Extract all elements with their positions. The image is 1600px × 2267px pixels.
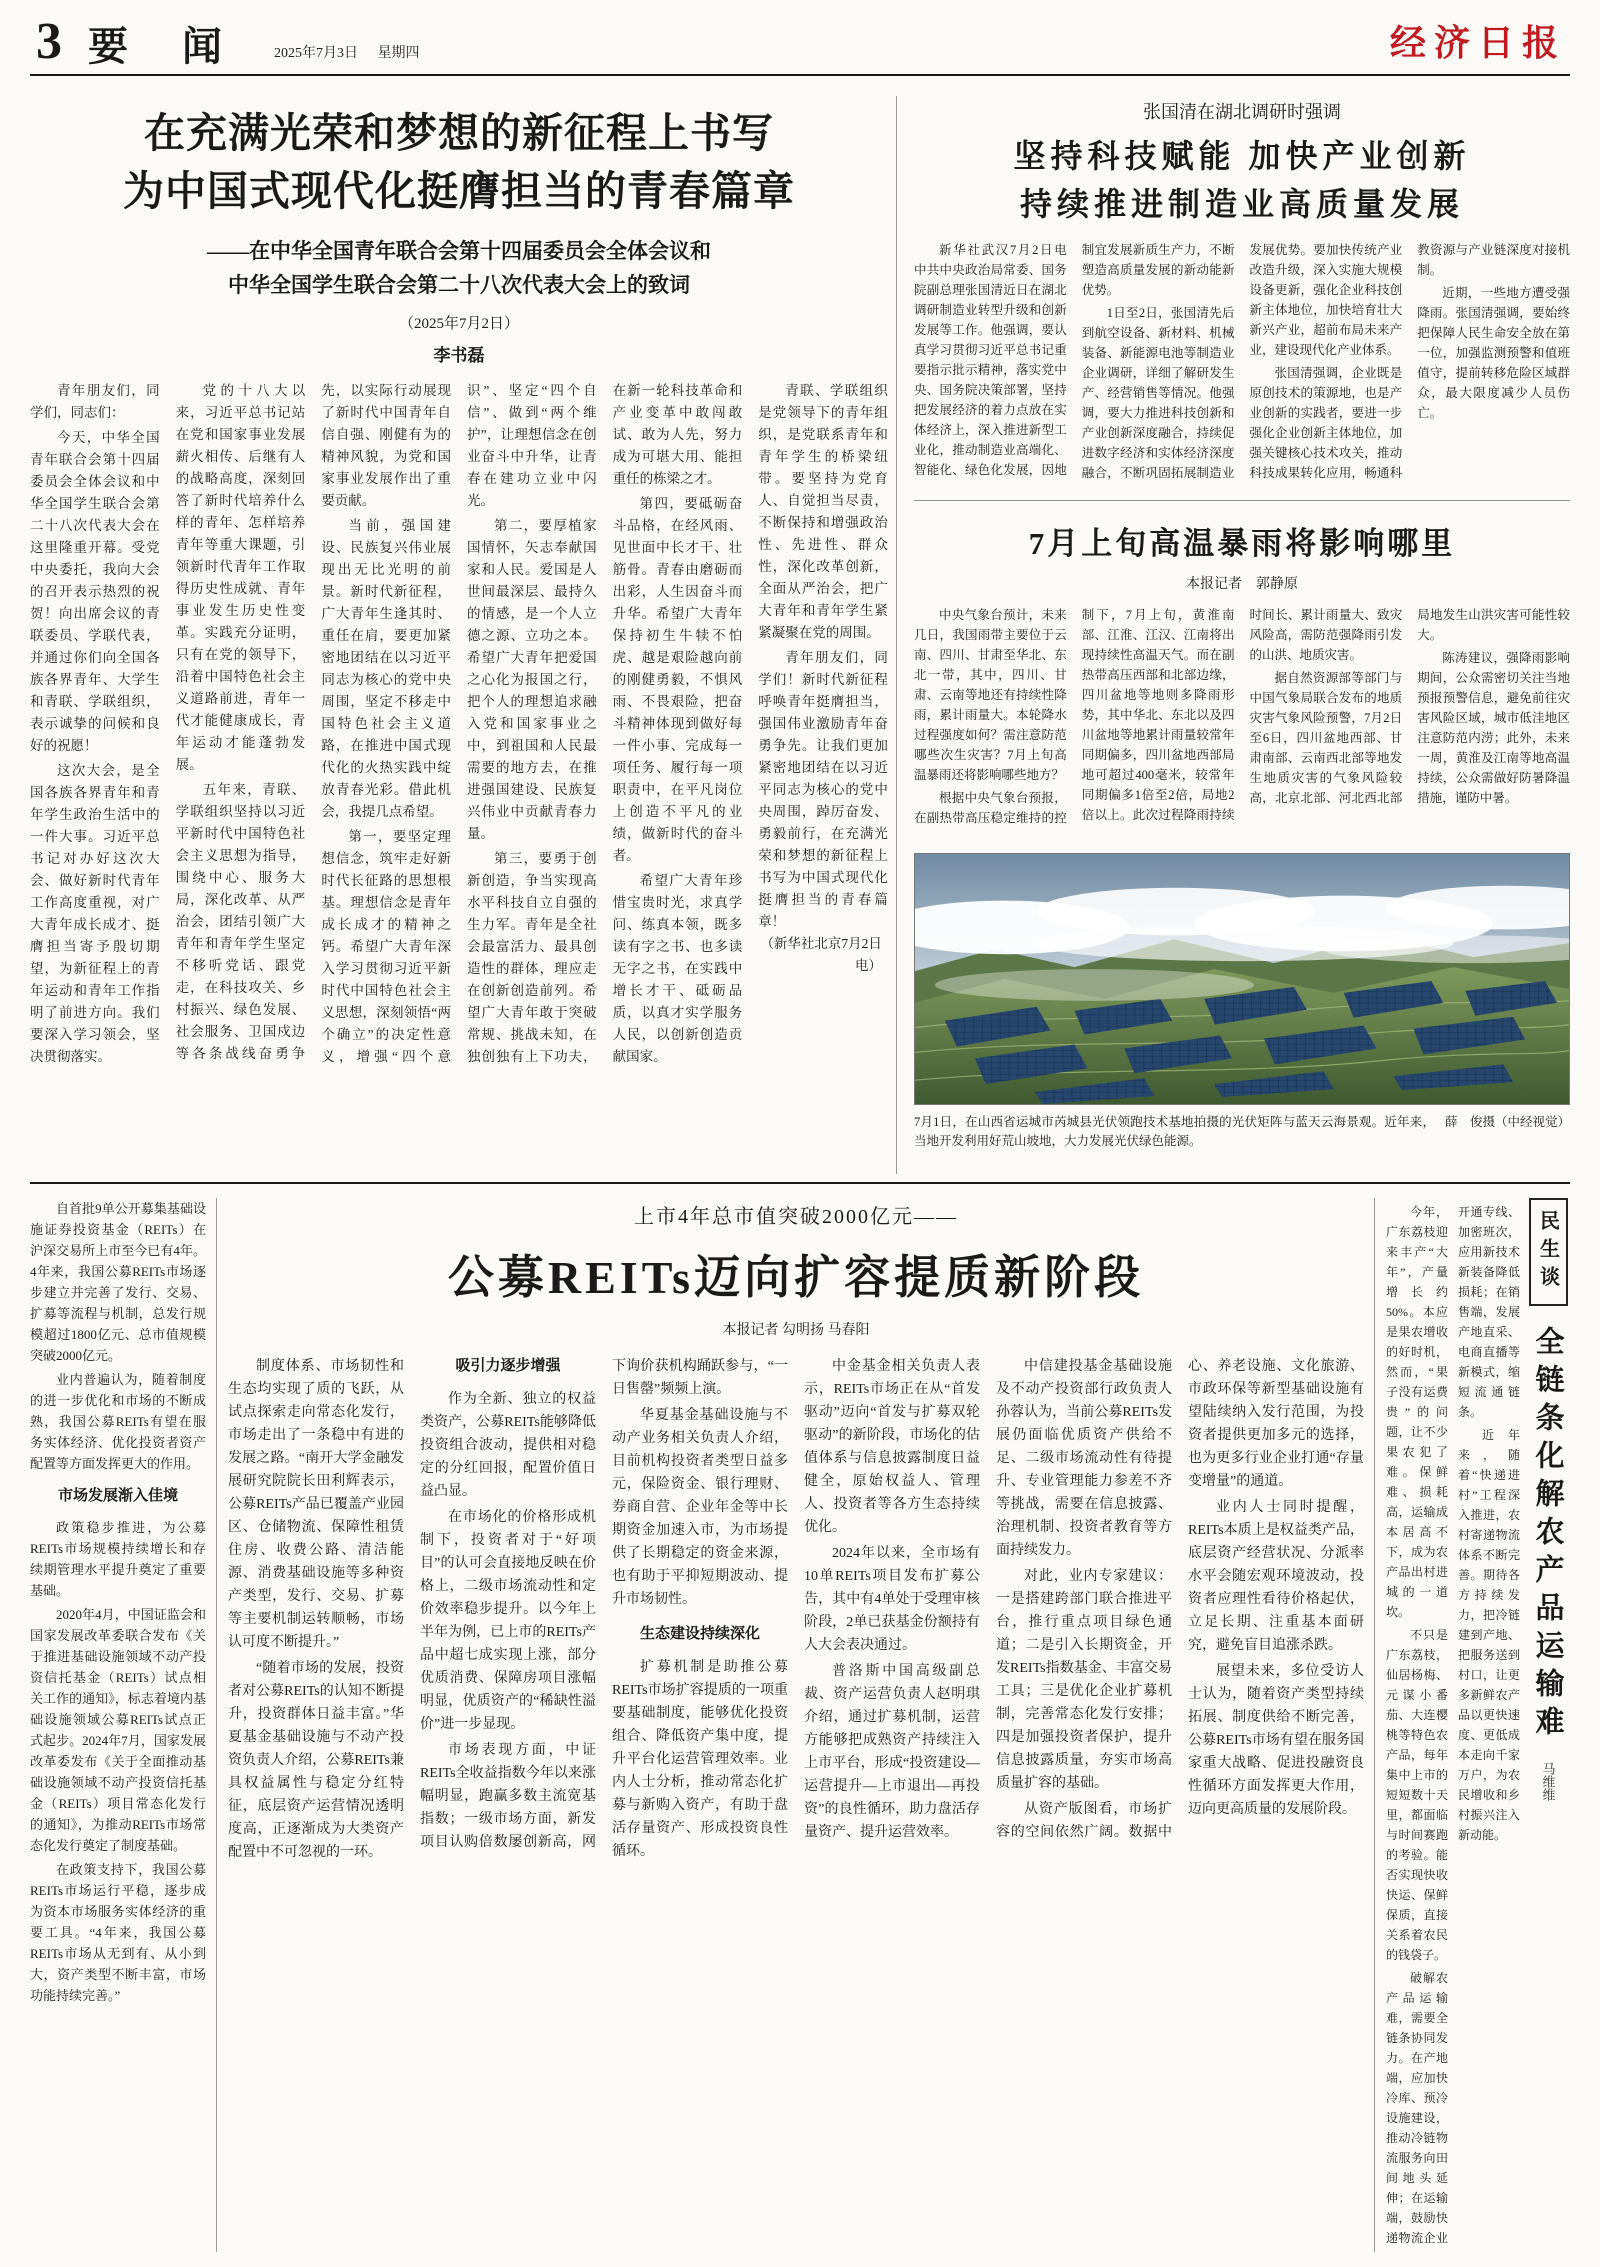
- paragraph: 当前，强国建设、民族复兴伟业展现出无比光明的前景。新时代新征程，广大青年生逢其时、重任在肩，要更加紧密地团结在以习近平同志为核心的党中央周围，坚定不移走中国特色社会主义道路，在推进中国式现代化的火热实践中绽放青春光彩。借此机会，我提几点希望。: [321, 518, 451, 820]
- speech-dateline: （2025年7月2日）: [398, 316, 519, 333]
- weather-byline: 本报记者 郭静原: [1186, 577, 1298, 592]
- zhang-headline-line1: 坚持科技赋能 加快产业创新: [1013, 138, 1471, 174]
- zhang-body: [914, 240, 1570, 484]
- paragraph: 扩募机制是助推公募REITs市场扩容提质的一项重要基础制度，能够优化投资组合、降低资产集中度，提升平台化运营管理效率。业内人士分析，推动常态化扩募与新购入资产，有助于盘活存量资产、形成投资良性循环。: [612, 1660, 788, 1859]
- column-divider: [896, 96, 897, 1174]
- paragraph: 据自然资源部等部门与中国气象局联合发布的地质灾害气象风险预警，7月2日至6日，四川盆地西部、甘肃南部、云南西北部等地发生地质灾害的气象风险较高，北京北部、河北西北部局地发生山洪灾害可能性较大。: [1249, 608, 1570, 805]
- paragraph: 自首批9单公开募集基础设施证券投资基金（REITs）在沪深交易所上市至今已有4年。4年来，我国公募REITs市场逐步建立并完善了发行、交易、扩募等流程与机制，总发行规模超过1800亿元、总市值规模突破2000亿元。: [30, 1201, 206, 1363]
- paragraph: 中金基金相关负责人表示，REITs市场正在从“首发驱动”迈向“首发与扩募双轮驱动”的新阶段，市场化的估值体系与信息披露制度日益健全，原始权益人、管理人、投资者等各方生态持续优化。: [804, 1359, 980, 1535]
- weekday-text: 星期四: [377, 46, 420, 61]
- reits-lead-paragraphs: [30, 1198, 206, 1474]
- speech-body: [30, 380, 888, 1160]
- weather-body: [914, 605, 1570, 843]
- weather-headline: 7月上旬高温暴雨将影响哪里: [1028, 526, 1456, 561]
- photo-caption: [914, 1113, 1570, 1151]
- news-photo: [914, 853, 1570, 1105]
- paragraph: 第一，要坚定理想信念，筑牢走好新时代长征路的思想根基。理想信念是青年成长成才的精神之钙。希望广大青年深入学习贯彻习近平新时代中国特色社会主义思想，深刻领悟“两个确立”的决定性意义，增强“四个意识”、坚定“四个自信”、做到“两个维护”，让理想信念在创业奋斗中升华，让青春在建功立业中闪光。: [321, 383, 597, 1065]
- paragraph: 1日至2日，张国清先后到航空设备、新材料、机械装备、新能源电池等制造业企业调研，详细了解研发生产、经营销售等情况。他强调，要大力推进科技创新和产业创新深度融合，持续促进数字经济和实体经济深度融合，不断巩固拓展制造业发展优势。要加快传统产业改造升级，深入实施大规模设备更新，强化企业科技创新主体地位，加快培育壮大新兴产业，超前布局未来产业，建设现代化产业体系。: [1081, 243, 1403, 480]
- speech-ending: （新华社北京7月2日电）: [760, 936, 882, 974]
- paragraph: 新华社武汉7月2日电 中共中央政治局常委、国务院副总理张国清近日在湖北调研制造业转型升级和创新发展等工作。他强调，要认真学习贯彻习近平总书记重要指示批示精神，落实党中央、国务院决策部署，坚持把发展经济的着力点放在实体经济上，深入推进新型工业化，推动制造业高端化、智能化、绿色化发展，因地制宜发展新质生产力，不断塑造高质量发展的新动能新优势。: [914, 243, 1235, 477]
- paragraph: 近期，一些地方遭受强降雨。张国清强调，要始终把保障人民生命安全放在第一位，加强监测预警和值班值守，提前转移危险区域群众，最大限度减少人员伤亡。: [1417, 286, 1570, 420]
- minsheng-author: 马维维: [1540, 1762, 1556, 1801]
- paragraph: 今年，广东荔枝迎来丰产“大年”，产量增长约50%。本应是果农增收的好时机，然而，“果子没有运费贵”的问题，让不少果农犯了难。保鲜难、损耗高，运输成本居高不下，成为农产品出村进城的一道坎。: [1386, 1205, 1448, 1619]
- article-weather: [914, 514, 1570, 1174]
- paragraph: 对此，业内专家建议：一是搭建跨部门联合推进平台，推行重点项目绿色通道；二是引入长期资金，开发REITs指数基金、丰富交易工具；三是优化企业扩募机制，完善常态化发行安排；四是加强投资者保护，提升信息披露质量，夯实市场高质量扩容的基础。: [996, 1569, 1172, 1791]
- speech-headline: [30, 104, 888, 220]
- column-divider: [216, 1198, 217, 2252]
- paragraph: 这次大会，是全国各族各界青年和青年学生政治生活中的一件大事。习近平总书记对办好这次大会、做好新时代青年工作高度重视，对广大青年成长成才、挺膺担当寄予殷切期望，为新征程上的青年运动和青年工作指明了前进方向。我们要深入学习领会，坚决贯彻落实。: [30, 763, 160, 1065]
- photo-credit: 薛 俊摄（中经视觉）: [1444, 1115, 1570, 1129]
- paragraph: 近年来，随着“快递进村”工程深入推进，农村寄递物流体系不断完善。期待各方持续发力，把冷链建到产地、把服务送到村口，让更多新鲜农产品以更快速度、更低成本走向千家万户，为农民增收和乡村振兴注入新动能。: [1458, 1428, 1520, 1842]
- article-zhangguoqing: [914, 96, 1570, 492]
- paragraph: 作为全新、独立的权益类资产，公募REITs能够降低投资组合波动，提供相对稳定的分红回报，配置价值日益凸显。: [420, 1392, 596, 1499]
- paragraph: 制度体系、市场韧性和生态均实现了质的飞跃，从试点探索走向常态化发行，市场走出了一条稳中有进的发展之路。“南开大学金融发展研究院院长田利辉表示，公募REITs产品已覆盖产业园区、仓储物流、保障性租赁住房、收费公路、清洁能源、消费基础设施等多种资产类型，发行、交易、扩募等主要机制运转顺畅，市场认可度不断提升。”: [228, 1359, 404, 1650]
- section-divider: [30, 1182, 1570, 1184]
- paragraph: 今天，中华全国青年联合会第十四届委员会全体会议和中华全国学生联合会第二十八次代表大会在这里隆重开幕。受党中央委托，我向大会的召开表示热烈的祝贺！向出席会议的青联委员、学联代表，并通过你们向全国各族各界青年、大学生和青联、学联组织，表示诚挚的问候和良好的祝愿！: [30, 430, 160, 754]
- date-text: 2025年7月3日: [274, 46, 358, 61]
- paragraph: 张国清强调，企业既是原创技术的策源地，也是产业创新的实践者，要进一步强化企业创新主体地位，加强关键核心技术攻关，推动科技成果转化应用，畅通科教资源与产业链深度对接机制。: [1249, 243, 1570, 480]
- paragraph: 第二，要厚植家国情怀，矢志奉献国家和人民。爱国是人世间最深层、最持久的情感，是一个人立德之源、立功之本。希望广大青年把爱国之心化为报国之行，把个人的理想追求融入党和国家事业之中，到祖国和人民最需要的地方去，在推进强国建设、民族复兴伟业中贡献青春力量。: [466, 518, 597, 842]
- minsheng-column-label: 民生谈: [1529, 1198, 1568, 1306]
- minsheng-paragraphs: [1386, 1202, 1520, 2248]
- paragraph: 中信建投基金基础设施及不动产投资部行政负责人孙蓉认为，当前公募REITs发展仍面临优质资产供给不足、二级市场流动性有待提升、专业管理能力参差不齐等挑战，需要在信息披露、治理机制、投资者教育等方面持续发力。: [996, 1359, 1172, 1558]
- paragraph: 五年来，青联、学联组织坚持以习近平新时代中国特色社会主义思想为指导，围绕中心、服务大局，深化改革、从严治会，团结引领广大青年和青年学生坚定不移听党话、跟党走，在科技攻关、乡村振兴、绿色发展、社会服务、卫国戍边等各条战线奋勇争先，以实际行动展现了新时代中国青年自信自强、刚健有为的精神风貌，为党和国家事业发展作出了重要贡献。: [175, 383, 451, 1062]
- reits-body: [228, 1355, 1364, 2239]
- paragraph: 陈涛建议，强降雨影响期间，公众需密切关注当地预报预警信息，避免前往灾害风险区域，城市低洼地区注意防范内涝；此外，未来一周，黄淮及江南等地高温持续，公众需做好防暑降温措施，谨防中暑。: [1417, 651, 1570, 805]
- article-speech: [30, 96, 888, 1174]
- page-header: [30, 14, 1570, 76]
- section-divider: [914, 500, 1570, 501]
- speech-author: 李书磊: [433, 346, 485, 366]
- paragraph: 展望未来，多位受访人士认为，随着资产类型持续拓展、制度供给不断完善，公募REITs市场有望在服务国家重大战略、促进投融资良性循环方面发挥更大作用，迈向更高质量的发展阶段。: [1188, 1664, 1364, 1817]
- photo-mist: [935, 969, 1254, 1001]
- paragraph: 青年朋友们，同学们，同志们：: [30, 383, 160, 421]
- paragraph: “随着市场的发展，投资者对公募REITs的认知不断提升，投资群体日益丰富。”华夏基金基础设施与不动产投资负责人介绍，公募REITs兼具权益属性与稳定分红特征，底层资产运营情况透明度高，正逐渐成为大类资产配置中不可忽视的一环。: [228, 1661, 404, 1860]
- paragraph: 华夏基金基础设施与不动产业务相关负责人介绍，目前机构投资者类型日益多元，保险资金、银行理财、券商自营、企业年金等中长期资金加速入市，为市场提供了长期稳定的资金来源，也有助于平抑短期波动、提升市场韧性。: [612, 1408, 788, 1607]
- paragraph: 市场表现方面，中证REITs全收益指数今年以来涨幅明显，跑赢多数主流宽基指数；一级市场方面，新发项目认购倍数屡创新高，网下询价获机构踊跃参与，“一日售罄”频频上演。: [420, 1359, 788, 1850]
- minsheng-title: 全链条化解农产品运输难: [1531, 1326, 1564, 1744]
- paragraph: 第三，要勇于创新创造，争当实现高水平科技自立自强的生力军。青年是全社会最富活力、最具创造性的群体，理应走在创新创造前列。希望广大青年敢于突破常规、挑战未知，在独创独有上下功夫，在新一轮科技革命和产业变革中敢闯敢试、敢为人先，努力成为可堪大用、能担重任的栋梁之才。: [466, 383, 743, 1065]
- reits-subhead-3: 生态建设持续深化: [639, 1626, 760, 1642]
- paragraph: 根据中央气象台预报，在副热带高压稳定维持的控制下，7月上旬，黄淮南部、江淮、江汉、江南将出现持续性高温天气。而在副热带高压西部和北部边缘，四川盆地等地则多降雨形势，其中华北、东北以及四川盆地等地累计雨量较常年同期偏多，四川盆地西部局地可超过400毫米，较常年同期偏多1倍至2倍，局地2倍以上。此次过程降雨持续时间长、累计雨量大、致灾风险高，需防范强降雨引发的山洪、地质灾害。: [914, 608, 1403, 825]
- masthead-logo: 经济日报: [1389, 23, 1566, 63]
- column-minsheng: [1386, 1198, 1570, 2252]
- paragraph: 青联、学联组织是党领导下的青年组织，是党联系青年和青年学生的桥梁纽带。要坚持为党育人、自觉担当尽责，不断保持和增强政治性、先进性、群众性，深化改革创新，全面从严治会，把广大青年和青年学生紧紧凝聚在党的周围。: [758, 383, 888, 641]
- zhang-headline-line2: 持续推进制造业高质量发展: [1019, 186, 1464, 222]
- paragraph: 在政策支持下，我国公募REITs市场运行平稳，逐步成为资本市场服务实体经济的重要工具。“4年来，我国公募REITs市场从无到有、从小到大，资产类型不断丰富，市场功能持续完善。”: [30, 1862, 206, 2003]
- paragraph: 政策稳步推进，为公募REITs市场规模持续增长和存续期管理水平提升奠定了重要基础。: [30, 1520, 206, 1598]
- page-number: 3: [36, 13, 62, 70]
- article-reits: [228, 1198, 1364, 2252]
- reits-headline: 公募REITs迈向扩容提质新阶段: [447, 1252, 1145, 1303]
- reits-lead-column: [30, 1198, 206, 2252]
- reits-subhead-1: 市场发展渐入佳境: [57, 1488, 178, 1504]
- minsheng-title-strip: [1526, 1198, 1570, 2252]
- paragraph: 党的十八大以来，习近平总书记站在党和国家事业发展薪火相传、后继有人的战略高度，深刻回答了新时代培养什么样的青年、怎样培养青年等重大课题，引领新时代青年工作取得历史性成就、青年事业发生历史性变革。实践充分证明，只有在党的领导下，沿着中国特色社会主义道路前进，青年一代才能健康成长，青年运动才能蓬勃发展。: [175, 383, 306, 773]
- speech-headline-line2: 为中国式现代化挺膺担当的青春篇章: [123, 168, 795, 215]
- reits-byline: 本报记者 勾明扬 马春阳: [722, 1323, 870, 1338]
- paragraph: 希望广大青年珍惜宝贵时光，求真学问、练真本领，既多读有字之书、也多读无字之书，在实践中增长才干、砥砺品质，以真才实学服务人民，以创新创造贡献国家。: [612, 873, 743, 1065]
- speech-subtitle-line1: ——在中华全国青年联合会第十四届委员会全体会议和: [207, 239, 711, 264]
- reits-lead-body: [30, 1198, 206, 2252]
- paragraph: 不只是广东荔枝，仙居杨梅、元谋小番茄、大连樱桃等特色农产品，每年集中上市的短短数十天里，都面临与时间赛跑的考验。能否实现快收快运、保鲜保质，直接关系着农民的钱袋子。: [1386, 1628, 1448, 1962]
- section-title: 要 闻: [88, 24, 244, 69]
- zhang-paragraphs: [914, 240, 1570, 484]
- paragraph: 在市场化的价格形成机制下，投资者对于“好项目”的认可会直接地反映在价格上，二级市场流动性和定价效率稳步提升。以今年上半年为例，已上市的REITs产品中超七成实现上涨，部分优质消费、保障房项目涨幅明显，优质资产的“稀缺性溢价”进一步显现。: [420, 1510, 596, 1732]
- header-left: [36, 13, 420, 70]
- weather-paragraphs: [914, 605, 1570, 843]
- reits-subhead-2: 吸引力逐步增强: [455, 1358, 561, 1374]
- column-divider: [1374, 1198, 1375, 2252]
- paragraph: 2020年4月，中国证监会和国家发展改革委联合发布《关于推进基础设施领域不动产投资信托基金（REITs）试点相关工作的通知》，标志着境内基础设施领域公募REITs试点正式起步。2024年7月，国家发展改革委发布《关于全面推动基础设施领域不动产投资信托基金（REITs）项目常态化发行的通知》，为推动REITs市场常态化发行奠定了制度基础。: [30, 1607, 206, 1853]
- paragraph: 业内普遍认为，随着制度的进一步优化和市场的不断成熟，我国公募REITs有望在服务实体经济、优化投资者资产配置等方面发挥更大的作用。: [30, 1372, 206, 1471]
- paragraph: 破解农产品运输难，需要全链条协同发力。在产地端，应加快冷库、预冷设施建设，推动冷链物流服务向田间地头延伸；在运输端，鼓励快递物流企业开通专线、加密班次，应用新技术新装备降低损耗；在销售端，发展产地直采、电商直播等新模式，缩短流通链条。: [1386, 1205, 1520, 2245]
- speech-subtitle: [30, 234, 888, 302]
- paragraph: 第四，要砥砺奋斗品格，在经风雨、见世面中长才干、壮筋骨。青春由磨砺而出彩，人生因奋斗而升华。希望广大青年保持初生牛犊不怕虎、越是艰险越向前的刚健勇毅，不惧风雨、不畏艰险，把奋斗精神体现到做好每一件小事、完成每一项任务、履行每一项职责中，在平凡岗位上创造不平凡的业绩，做新时代的奋斗者。: [612, 496, 743, 864]
- photo-caption-text: 7月1日，在山西省运城市芮城县光伏领跑技术基地拍摄的光伏矩阵与蓝天云海景观。近年来，当地开发利用好荒山坡地，大力发展光伏绿色能源。: [914, 1115, 1435, 1148]
- reits-kicker: 上市4年总市值突破2000亿元——: [634, 1206, 958, 1228]
- reits-intro-paragraphs: [228, 1355, 404, 1864]
- paragraph: 从资产版图看，市场扩容的空间依然广阔。数据中心、养老设施、文化旅游、市政环保等新型基础设施有望陆续纳入发行范围，为投资者提供更加多元的选择，也为更多行业企业打通“存量变增量”的通道。: [996, 1359, 1364, 1840]
- speech-headline-line1: 在充满光荣和梦想的新征程上书写: [144, 110, 774, 156]
- minsheng-body: [1386, 1202, 1520, 2248]
- speech-subtitle-line2: 中华全国学生联合会第二十八次代表大会上的致词: [228, 273, 690, 298]
- zhang-kicker: 张国清在湖北调研时强调: [1143, 102, 1341, 122]
- reits-section1-paragraphs: [30, 1517, 206, 2006]
- paragraph: 中央气象台预计，未来几日，我国雨带主要位于云南、四川、甘肃至华北、东北一带，其中，四川、甘肃、云南等地还有持续性降雨，累计雨量大。本轮降水过程强度如何？需注意防范哪些次生灾害？7月上旬高温暴雨还将影响哪些地方？: [914, 608, 1067, 782]
- paragraph: 业内人士同时提醒，REITs本质上是权益类产品，底层资产经营状况、分派率水平会随宏观环境波动，投资者应理性看待价格起伏，立足长期、注重基本面研究，避免盲目追涨杀跌。: [1188, 1500, 1364, 1653]
- page-date: [274, 42, 420, 68]
- zhang-headline: [914, 132, 1570, 228]
- paragraph: 普洛斯中国高级副总裁、资产运营负责人赵明琪介绍，通过扩募机制，运营方能够把成熟资产持续注入上市平台，形成“投资建设—运营提升—上市退出—再投资”的良性循环，助力盘活存量资产、提升运营效率。: [804, 1664, 980, 1840]
- paragraph: 2024年以来，全市场有10单REITs项目发布扩募公告，其中有4单处于受理审核阶段，2单已获基金份额持有人大会表决通过。: [804, 1546, 980, 1653]
- paragraph: 青年朋友们，同学们！新时代新征程呼唤青年挺膺担当，强国伟业激励青年奋勇争先。让我们更加紧密地团结在以习近平同志为核心的党中央周围，踔厉奋发、勇毅前行，在充满光荣和梦想的新征程上书写为中国式现代化挺膺担当的青春篇章！: [758, 650, 888, 930]
